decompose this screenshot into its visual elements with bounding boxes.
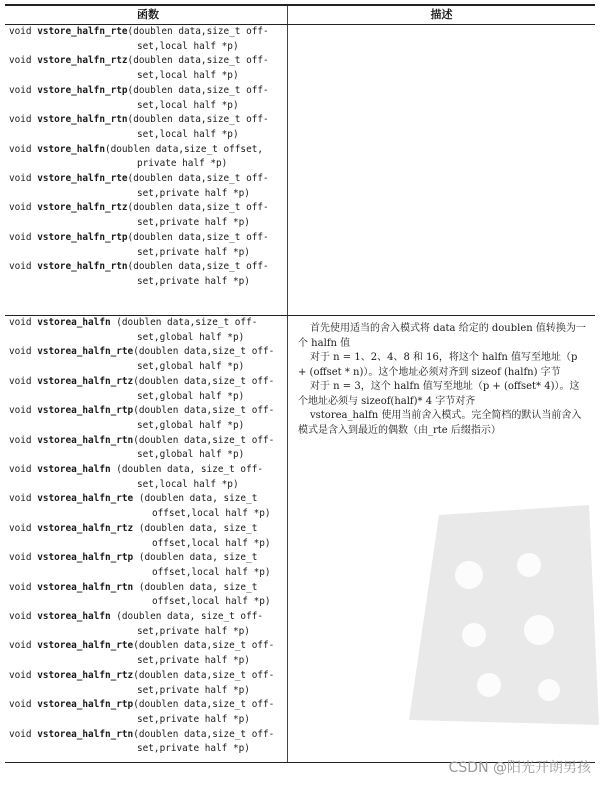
parameter-continuation: set,private half *p) [137,187,250,199]
signature-line [9,345,287,360]
return-type: void [9,464,38,476]
return-type: void [9,84,38,96]
parameter-continuation: set,global half *p) [137,331,245,343]
table-header [5,6,595,25]
function-name: vstore_halfn_rtn [37,114,128,126]
signature-line [9,231,287,246]
signature-line [9,375,287,390]
parameter-list: (doublen data,size_t off- [133,375,275,387]
return-type: void [9,640,38,652]
function-entry [9,404,287,433]
return-type: void [9,173,38,185]
function-entry [9,669,287,698]
parameter-continuation: set,local half *p) [137,128,239,140]
function-name: vstore_halfn_rtz [37,55,128,67]
signature-line [9,581,287,596]
return-type: void [9,143,38,155]
function-entry [9,25,287,54]
parameter-list: (doublen data,size_t off- [127,84,269,96]
signature-line [9,610,287,625]
parameter-list: (doublen data, size_t off- [110,611,264,623]
function-entry [9,54,287,83]
parameter-continuation: set,private half *p) [137,713,250,725]
return-type: void [9,728,38,740]
parameter-continuation: offset,local half *p) [152,537,271,549]
function-name: vstorea_halfn_rtz [37,522,134,534]
function-entry [9,639,287,668]
signature-line [9,172,287,187]
function-name: vstore_halfn_rte [37,26,128,37]
parameter-continuation: set,local half *p) [137,478,239,490]
parameter-continuation: set,private half *p) [137,684,250,696]
parameter-list: (doublen data,size_t off- [127,55,269,67]
function-name: vstore_halfn [37,143,105,155]
parameter-continuation: set,private half *p) [137,743,250,755]
signature-line [9,404,287,419]
signature-line [9,522,287,537]
table-row [5,25,595,316]
source-credit: CSDN @阳光开朗男孩 [448,760,591,776]
return-type: void [9,522,38,534]
return-type: void [9,202,38,214]
function-entry [9,522,287,551]
return-type: void [9,55,38,67]
description-paragraph: vstorea_halfn 使用当前舍入模式。完全简档的默认当前舍入模式是含入到最近的偶数（由_rte 后缀指示） [298,410,582,436]
function-entry [9,375,287,404]
function-entry [9,434,287,463]
function-name: vstorea_halfn_rte [37,640,134,652]
description-cell-empty [288,25,595,315]
return-type: void [9,493,38,505]
function-name: vstorea_halfn [37,317,111,328]
parameter-list: (doublen data,size_t off- [127,173,269,185]
parameter-continuation: set,global half *p) [137,390,245,402]
parameter-list: (doublen data,size_t off- [133,434,275,446]
parameter-list: (doublen data,size_t off- [110,317,258,328]
function-name: vstore_halfn_rtp [37,84,128,96]
function-entry [9,581,287,610]
parameter-continuation: set,private half *p) [137,217,250,229]
parameter-list: (doublen data,size_t off- [127,202,269,214]
parameter-list: (doublen data,size_t off- [133,346,275,358]
signature-line [9,463,287,478]
signature-line [9,316,287,331]
signature-line [9,728,287,743]
signature-line [9,84,287,99]
function-entry [9,610,287,639]
function-entry [9,698,287,727]
parameter-list: (doublen data, size_t [133,522,258,534]
signature-line [9,260,287,275]
parameter-continuation: set,private half *p) [137,275,250,287]
parameter-list: (doublen data,size_t off- [127,26,269,37]
function-name: vstorea_halfn_rtp [37,405,134,417]
parameter-continuation: private half *p) [137,158,228,170]
function-name: vstorea_halfn [37,464,111,476]
function-name: vstorea_halfn_rte [37,346,134,358]
function-entry [9,345,287,374]
table-row [5,316,595,762]
signature-line [9,669,287,684]
header-functions: 函数 [5,6,288,24]
function-name: vstorea_halfn_rtp [37,699,134,711]
signature-line [9,113,287,128]
function-entry [9,492,287,521]
function-entry [9,551,287,580]
function-name: vstore_halfn_rte [37,173,128,185]
parameter-continuation: set,private half *p) [137,246,250,258]
parameter-list: (doublen data,size_t off- [127,261,269,273]
parameter-continuation: set,private half *p) [137,625,250,637]
function-entry [9,84,287,113]
function-name: vstorea_halfn_rtz [37,669,134,681]
parameter-list: (doublen data,size_t off- [133,405,275,417]
function-name: vstore_halfn_rtz [37,202,128,214]
parameter-list: (doublen data,size_t off- [127,231,269,243]
function-entry [9,172,287,201]
function-entry [9,113,287,142]
signature-line [9,143,287,158]
parameter-list: (doublen data,size_t off- [133,699,275,711]
function-list-vstorea [5,316,288,762]
function-name: vstorea_halfn_rtz [37,375,134,387]
return-type: void [9,699,38,711]
function-name: vstorea_halfn_rtn [37,434,134,446]
signature-line [9,492,287,507]
parameter-list: (doublen data,size_t off- [133,640,275,652]
parameter-list: (doublen data,size_t off- [127,114,269,126]
parameter-continuation: set,global half *p) [137,419,245,431]
return-type: void [9,231,38,243]
parameter-list: (doublen data, size_t [133,581,258,593]
return-type: void [9,346,38,358]
parameter-list: (doublen data,size_t off- [133,669,275,681]
return-type: void [9,26,38,37]
function-entry [9,201,287,230]
function-name: vstore_halfn_rtn [37,261,128,273]
parameter-continuation: set,local half *p) [137,99,239,111]
parameter-continuation: set,global half *p) [137,361,245,373]
function-entry [9,463,287,492]
description-paragraph: 对于 n = 3，这个 halfn 值写至地址（p + (offset* 4)）。这个地址必须与 sizeof(half)* 4 字节对齐 [298,381,580,407]
function-name: vstorea_halfn_rtn [37,581,134,593]
parameter-continuation: offset,local half *p) [152,566,271,578]
function-entry [9,260,287,289]
function-name: vstorea_halfn [37,611,111,623]
parameter-continuation: set,local half *p) [137,40,239,52]
return-type: void [9,375,38,387]
function-entry [9,316,287,345]
description-paragraph: 对于 n = 1、2、4、8 和 16，将这个 halfn 值写至地址（p + (offset * n)）。这个地址必须对齐到 sizeof (halfn) 字节 [298,352,578,378]
return-type: void [9,405,38,417]
parameter-continuation: set,private half *p) [137,655,250,667]
return-type: void [9,611,38,623]
return-type: void [9,552,38,564]
return-type: void [9,317,38,328]
parameter-list: (doublen data, size_t off- [110,464,264,476]
header-description: 描述 [430,8,453,21]
signature-line [9,434,287,449]
function-name: vstorea_halfn_rtn [37,728,134,740]
signature-line [9,54,287,69]
return-type: void [9,261,38,273]
return-type: void [9,581,38,593]
parameter-list: (doublen data,size_t offset, [104,143,264,155]
function-name: vstore_halfn_rtp [37,231,128,243]
parameter-continuation: set,local half *p) [137,70,239,82]
description-paragraph: 首先使用适当的舍入模式将 data 给定的 doublen 值转换为一个 halfn 值 [298,323,586,349]
function-entry [9,143,287,172]
parameter-continuation: offset,local half *p) [152,508,271,520]
signature-line [9,698,287,713]
return-type: void [9,114,38,126]
function-entry [9,728,287,757]
parameter-list: (doublen data,size_t off- [133,728,275,740]
function-list-vstore [5,25,288,315]
parameter-continuation: set,global half *p) [137,449,245,461]
parameter-list: (doublen data, size_t [133,552,258,564]
signature-line [9,639,287,654]
function-name: vstorea_halfn_rtp [37,552,134,564]
return-type: void [9,434,38,446]
signature-line [9,25,287,40]
signature-line [9,201,287,216]
function-entry [9,231,287,260]
parameter-continuation: offset,local half *p) [152,596,271,608]
signature-line [9,551,287,566]
return-type: void [9,669,38,681]
description-cell [288,316,595,762]
function-table [5,4,595,763]
parameter-list: (doublen data, size_t [133,493,258,505]
function-name: vstorea_halfn_rte [37,493,134,505]
